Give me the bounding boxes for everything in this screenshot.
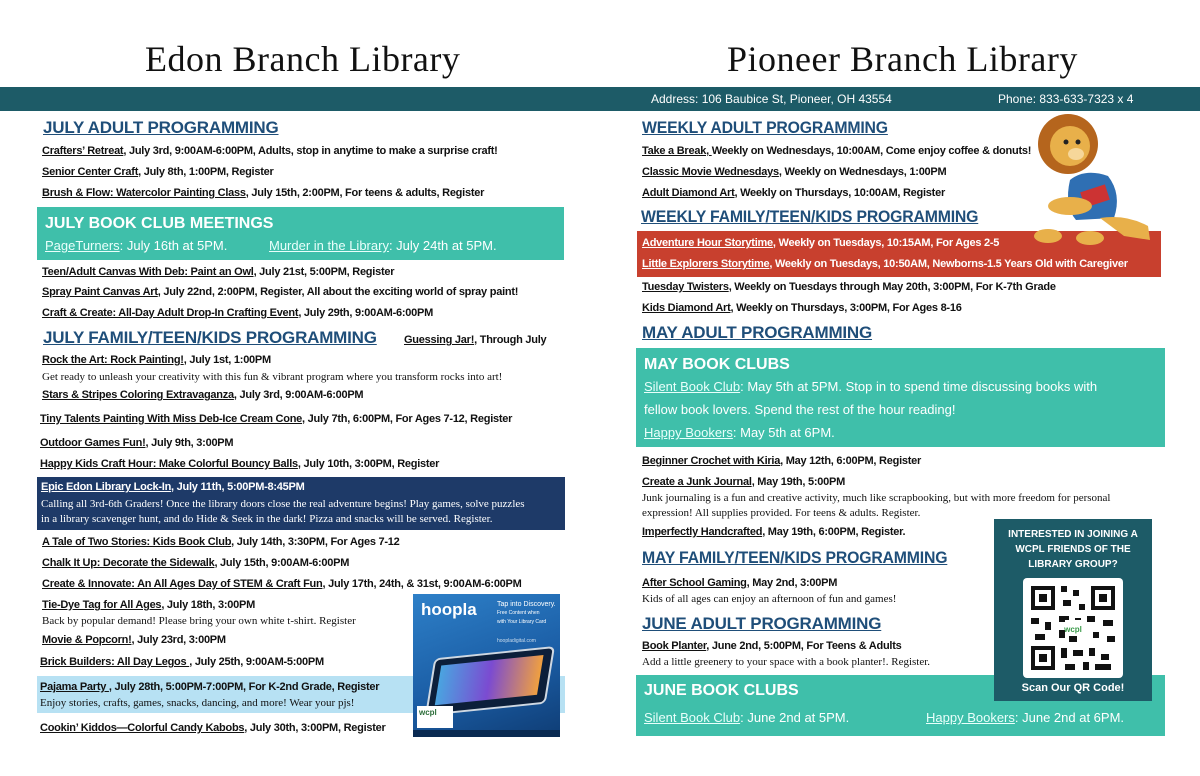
book-club-line: Murder in the Library: July 24th at 5PM. [269,238,497,253]
event-line: Senior Center Craft, July 8th, 1:00PM, Register [42,166,274,178]
july-family-heading: JULY FAMILY/TEEN/KIDS PROGRAMMING [43,328,377,347]
event-line: Tie-Dye Tag for All Ages, July 18th, 3:00PM [42,599,255,611]
silent-book-club-link[interactable]: Silent Book Club [644,379,741,394]
murder-library-link[interactable]: Murder in the Library [269,238,389,253]
event-line: Teen/Adult Canvas With Deb: Paint an Owl, July 21st, 5:00PM, Register [42,266,395,278]
event-description: Kids of all ages can enjoy an afternoon of fun and games! [642,593,897,605]
hoopla-tagline: Tap into Discovery. Free Content when with Your Library Card [497,601,556,625]
event-line: Kids Diamond Art, Weekly on Thursdays, 3:00PM, For Ages 8-16 [642,302,962,314]
guessing-jar-line: Guessing Jar!, Through July [404,334,547,346]
event-line: Craft & Create: All-Day Adult Drop-In Crafting Event, July 29th, 9:00AM-6:00PM [42,307,434,319]
event-line: Spray Paint Canvas Art, July 22nd, 2:00PM, Register, All about the exciting world of spray paint! [42,286,519,298]
weekly-family-heading: WEEKLY FAMILY/TEEN/KIDS PROGRAMMING [641,207,979,226]
event-line: Movie & Popcorn!, July 23rd, 3:00PM [42,634,226,646]
event-description: Add a little greenery to your space with a book planter!. Register. [642,656,931,668]
event-line: Happy Kids Craft Hour: Make Colorful Bouncy Balls, July 10th, 3:00PM, Register [40,458,440,470]
book-club-heading: JUNE BOOK CLUBS [644,682,799,699]
pajama-box-edge [560,676,565,713]
event-line: Chalk It Up: Decorate the Sidewalk, July 15th, 9:00AM-6:00PM [42,557,350,569]
lock-in-box [37,477,565,530]
pioneer-title: Pioneer Branch Library [727,39,1078,79]
event-line: After School Gaming, May 2nd, 3:00PM [642,577,838,589]
qr-code[interactable] [1023,578,1123,678]
event-line: Crafters’ Retreat, July 3rd, 9:00AM-6:00PM, Adults, stop in anytime to make a surprise craft! [42,145,498,157]
event-line: Book Planter, June 2nd, 5:00PM, For Teens & Adults [642,640,902,652]
pajama-party-box [37,676,413,713]
lock-in-title: Epic Edon Library Lock-In, July 11th, 5:00PM-8:45PM [41,481,305,493]
event-line: Take a Break, Weekly on Wednesdays, 10:00AM, Come enjoy coffee & donuts! [642,145,1032,157]
event-line: Create & Innovate: An All Ages Day of STEM & Craft Fun, July 17th, 24th, & 31st, 9:00AM-6:00PM [42,578,522,590]
lock-in-desc: in a library scavenger hunt, and do Hide & Seek in the dark! Pizza and snacks will be served. Register. [41,513,493,525]
friends-text: INTERESTED IN JOINING A WCPL FRIENDS OF THE LIBRARY GROUP? [1008,529,1138,570]
event-description: Junk journaling is a fun and creative activity, much like scrapbooking, but with more freedom for personal [642,492,1111,504]
event-description: Get ready to unleash your creativity with this fun & vibrant program where you transform rocks into art! [42,371,503,383]
event-line: Brush & Flow: Watercolor Painting Class, July 15th, 2:00PM, For teens & adults, Register [42,187,485,199]
weekly-adult-heading: WEEKLY ADULT PROGRAMMING [642,118,888,137]
book-club-line: Silent Book Club: May 5th at 5PM. Stop in to spend time discussing books with [644,379,1098,394]
pageturners-link[interactable]: PageTurners [45,238,120,253]
happy-bookers-link[interactable]: Happy Bookers [644,425,733,440]
june-adult-heading: JUNE ADULT PROGRAMMING [642,614,882,633]
scan-qr-label: Scan Our QR Code! [1021,682,1125,694]
event-line: Tiny Talents Painting With Miss Deb-Ice Cream Cone, July 7th, 6:00PM, For Ages 7-12, Register [40,413,513,425]
event-line: Adult Diamond Art, Weekly on Thursdays, 10:00AM, Register [642,187,945,199]
hoopla-footer [413,730,560,737]
event-line: Beginner Crochet with Kiria, May 12th, 6:00PM, Register [642,455,922,467]
may-book-club-box [636,348,1165,447]
event-description: Back by popular demand! Please bring your own white t-shirt. Register [42,615,356,627]
address-text: Address: 106 Baubice St, Pioneer, OH 43554 [651,92,892,106]
event-description: expression! All supplies provided. For teens & adults. Register. [642,507,921,519]
book-club-heading: MAY BOOK CLUBS [644,356,790,373]
event-line: Outdoor Games Fun!, July 9th, 3:00PM [40,437,234,449]
storytime-line: Little Explorers Storytime, Weekly on Tuesdays, 10:50AM, Newborns-1.5 Years Old with Caregiver [642,258,1128,270]
lock-in-desc: Calling all 3rd-6th Graders! Once the library doors close the real adventure begins! Play games, solve puzzles [41,498,525,510]
event-line: Tuesday Twisters, Weekly on Tuesdays through May 20th, 3:00PM, For K-7th Grade [642,281,1056,293]
book-club-line: Happy Bookers: June 2nd at 6PM. [926,710,1125,725]
event-line: Brick Builders: All Day Legos , July 25th, 9:00AM-5:00PM [40,656,324,668]
hoopla-logo: hoopla [421,600,477,619]
edon-title: Edon Branch Library [145,39,461,79]
event-line: Stars & Stripes Coloring Extravaganza, July 3rd, 9:00AM-6:00PM [42,389,364,401]
event-line: Create a Junk Journal, May 19th, 5:00PM [642,476,846,488]
qr-wcpl-mark: wcpl [1064,625,1082,634]
event-line: Cookin’ Kiddos—Colorful Candy Kabobs, July 30th, 3:00PM, Register [40,722,386,734]
july-book-club-box [37,207,564,260]
phone-text: Phone: 833-633-7323 x 4 [998,92,1134,106]
july-adult-heading: JULY ADULT PROGRAMMING [43,118,279,137]
happy-bookers-link[interactable]: Happy Bookers [926,710,1015,725]
book-club-line: Silent Book Club: June 2nd at 5PM. [644,710,850,725]
may-adult-heading: MAY ADULT PROGRAMMING [642,323,873,342]
address-band [0,87,1200,111]
pajama-title: Pajama Party , July 28th, 5:00PM-7:00PM, For K-2nd Grade, Register [40,681,380,693]
storytime-line: Adventure Hour Storytime, Weekly on Tuesdays, 10:15AM, For Ages 2-5 [642,237,1000,249]
hoopla-url: hoopladigital.com [497,638,536,644]
event-line: Classic Movie Wednesdays, Weekly on Wednesdays, 1:00PM [642,166,947,178]
event-line: Rock the Art: Rock Painting!, July 1st, 1:00PM [42,354,271,366]
book-club-line: PageTurners: July 16th at 5PM. [45,238,228,253]
silent-book-club-link[interactable]: Silent Book Club [644,710,741,725]
hoopla-ad[interactable] [413,594,560,737]
book-club-line: fellow book lovers. Spend the rest of the hour reading! [644,402,956,417]
lion-mascot [1030,110,1160,248]
event-line: A Tale of Two Stories: Kids Book Club, July 14th, 3:30PM, For Ages 7-12 [42,536,400,548]
wcpl-logo: wcpl [417,706,453,728]
may-family-heading: MAY FAMILY/TEEN/KIDS PROGRAMMING [642,548,948,567]
book-club-heading: JULY BOOK CLUB MEETINGS [45,215,274,232]
book-club-line: Happy Bookers: May 5th at 6PM. [644,425,835,440]
event-line: Imperfectly Handcrafted, May 19th, 6:00PM, Register. [642,526,906,538]
pajama-desc: Enjoy stories, crafts, games, snacks, dancing, and more! Wear your pjs! [40,697,355,709]
friends-qr-box [994,519,1152,701]
